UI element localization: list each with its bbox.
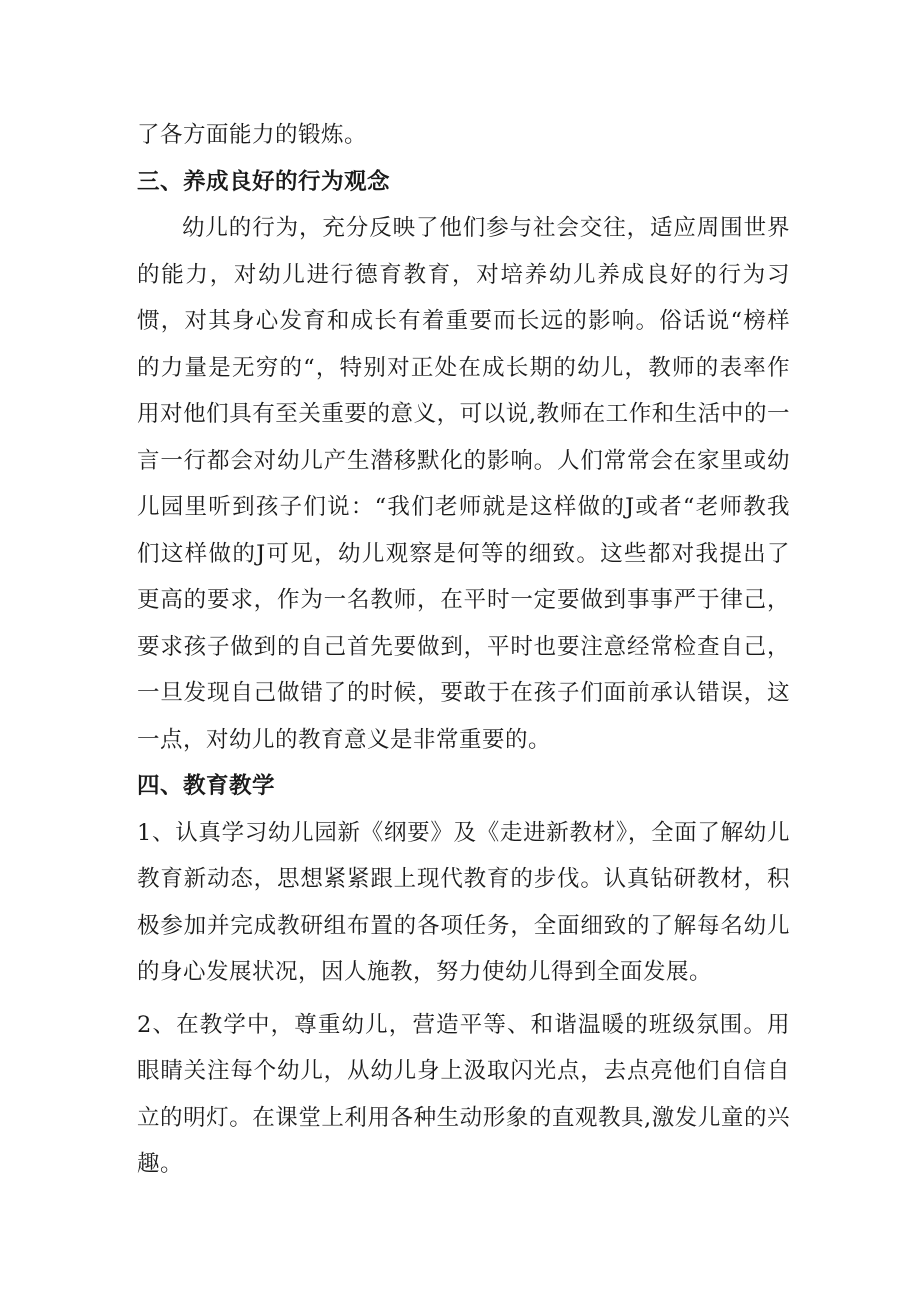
paragraph-item-1: 1、认真学习幼儿园新《纲要》及《走进新教材》，全面了解幼儿教育新动态，思想紧紧跟上现代教育的步伐。认真钻研教材，积极参加并完成教研组布置的各项任务，全面细致的了解每名幼儿的身心发展状况，因人施教，努力使幼儿得到全面发展。 — [137, 819, 790, 985]
paragraph-continuation: 了各方面能力的锻炼。 — [137, 122, 368, 148]
section-heading-three: 三、养成良好的行为观念 — [137, 168, 391, 195]
section-heading-four: 四、教育教学 — [137, 773, 276, 799]
paragraph-behavior: 幼儿的行为，充分反映了他们参与社会交往，适应周围世界的能力，对幼儿进行德育教育，对培养幼儿养成良好的行为习惯，对其身心发育和成长有着重要而长远的影响。俗话说“榜样的力量是无穷的“，特别对正处在成长期的幼儿，教师的表率作用对他们具有至关重要的意义，可以说,教师在工作和生活中的一言一行都会对幼儿产生潜移默化的影响。人们常常会在家里或幼儿园里听到孩子们说：“我们老师就是这样做的J或者“老师教我们这样做的J可见，幼儿观察是何等的细致。这些都对我提出了更高的要求，作为一名教师，在平时一定要做到事事严于律己，要求孩子做到的自己首先要做到，平时也要注意经常检查自己，一旦发现自己做错了的时候，要敢于在孩子们面前承认错误，这一点，对幼儿的教育意义是非常重要的。 — [137, 215, 790, 753]
paragraph-item-2: 2、在教学中，尊重幼儿，营造平等、和谐温暖的班级氛围。用眼睛关注每个幼儿，从幼儿身上汲取闪光点，去点亮他们自信自立的明灯。在课堂上利用各种生动形象的直观教具,激发儿童的兴趣。 — [137, 1011, 790, 1177]
